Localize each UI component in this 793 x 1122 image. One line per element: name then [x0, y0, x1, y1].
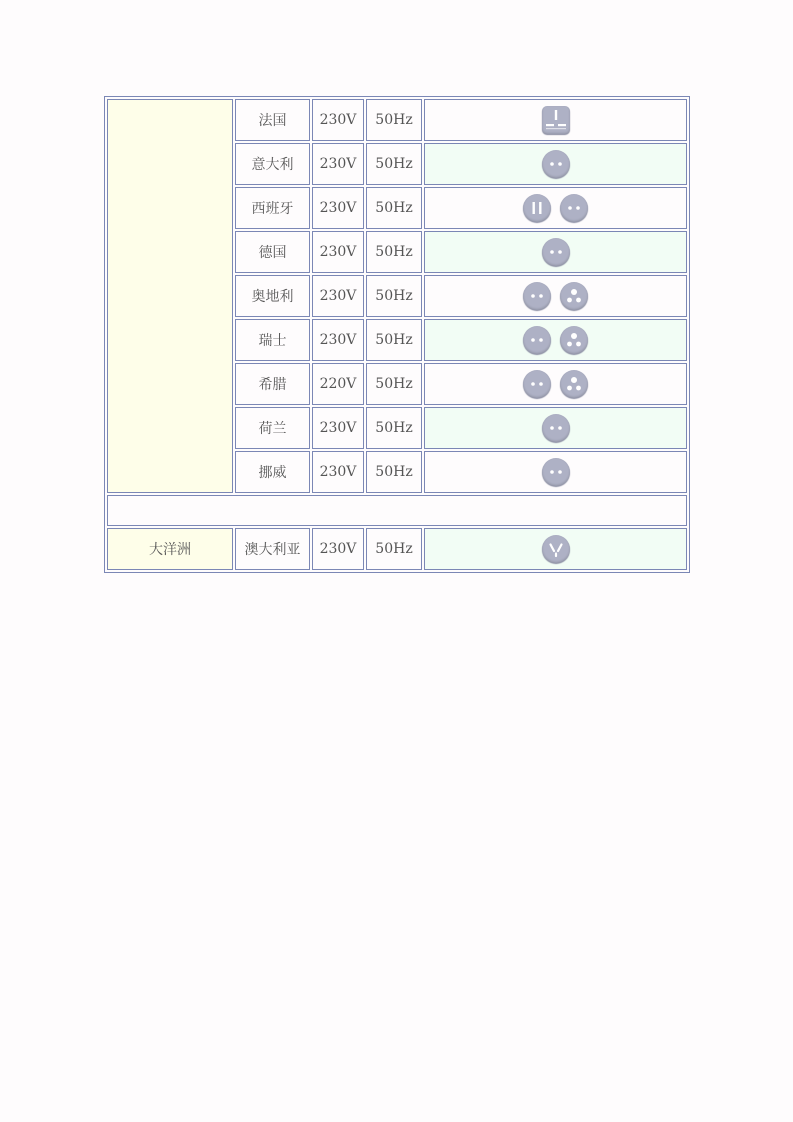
plug-cell — [424, 451, 687, 493]
country-cell: 奥地利 — [235, 275, 310, 317]
two-round-pin-socket-icon — [542, 458, 570, 486]
angled-pin-socket-icon — [542, 535, 570, 563]
country-cell: 德国 — [235, 231, 310, 273]
three-round-pin-socket-icon — [560, 282, 588, 310]
country-cell: 意大利 — [235, 143, 310, 185]
two-round-pin-socket-icon — [523, 326, 551, 354]
two-round-pin-socket-icon — [542, 238, 570, 266]
frequency-cell: 50Hz — [366, 275, 422, 317]
voltage-cell: 230V — [312, 231, 364, 273]
two-round-pin-socket-icon — [542, 150, 570, 178]
plug-cell — [424, 143, 687, 185]
two-round-pin-socket-icon — [542, 414, 570, 442]
table-row — [107, 99, 687, 141]
plug-cell — [424, 528, 687, 570]
two-round-pin-socket-icon — [560, 194, 588, 222]
spacer-cell — [107, 495, 687, 526]
voltage-cell: 230V — [312, 275, 364, 317]
plug-cell — [424, 231, 687, 273]
country-cell: 希腊 — [235, 363, 310, 405]
table-row — [107, 528, 687, 570]
two-flat-pin-socket-icon — [523, 194, 551, 222]
voltage-cell: 230V — [312, 99, 364, 141]
frequency-cell: 50Hz — [366, 363, 422, 405]
country-cell: 荷兰 — [235, 407, 310, 449]
plug-cell — [424, 407, 687, 449]
plug-cell — [424, 319, 687, 361]
two-round-pin-socket-icon — [523, 370, 551, 398]
country-cell: 法国 — [235, 99, 310, 141]
voltage-cell: 230V — [312, 407, 364, 449]
country-cell: 澳大利亚 — [235, 528, 310, 570]
frequency-cell: 50Hz — [366, 451, 422, 493]
frequency-cell: 50Hz — [366, 143, 422, 185]
frequency-cell: 50Hz — [366, 187, 422, 229]
plug-cell — [424, 99, 687, 141]
spacer-row — [107, 495, 687, 526]
voltage-cell: 230V — [312, 319, 364, 361]
plug-cell — [424, 275, 687, 317]
frequency-cell: 50Hz — [366, 231, 422, 273]
voltage-cell: 230V — [312, 143, 364, 185]
frequency-cell: 50Hz — [366, 528, 422, 570]
plug-cell — [424, 187, 687, 229]
region-cell-oceania: 大洋洲 — [107, 528, 233, 570]
frequency-cell: 50Hz — [366, 319, 422, 361]
country-cell: 西班牙 — [235, 187, 310, 229]
voltage-plug-table — [104, 96, 690, 573]
country-cell: 瑞士 — [235, 319, 310, 361]
voltage-cell: 230V — [312, 451, 364, 493]
voltage-cell: 220V — [312, 363, 364, 405]
plug-cell — [424, 363, 687, 405]
country-cell: 挪威 — [235, 451, 310, 493]
three-round-pin-socket-icon — [560, 370, 588, 398]
voltage-cell: 230V — [312, 528, 364, 570]
two-round-pin-socket-icon — [523, 282, 551, 310]
three-round-pin-socket-icon — [560, 326, 588, 354]
french-ground-socket-icon — [542, 106, 570, 134]
voltage-cell: 230V — [312, 187, 364, 229]
region-cell-europe — [107, 99, 233, 493]
frequency-cell: 50Hz — [366, 99, 422, 141]
frequency-cell: 50Hz — [366, 407, 422, 449]
